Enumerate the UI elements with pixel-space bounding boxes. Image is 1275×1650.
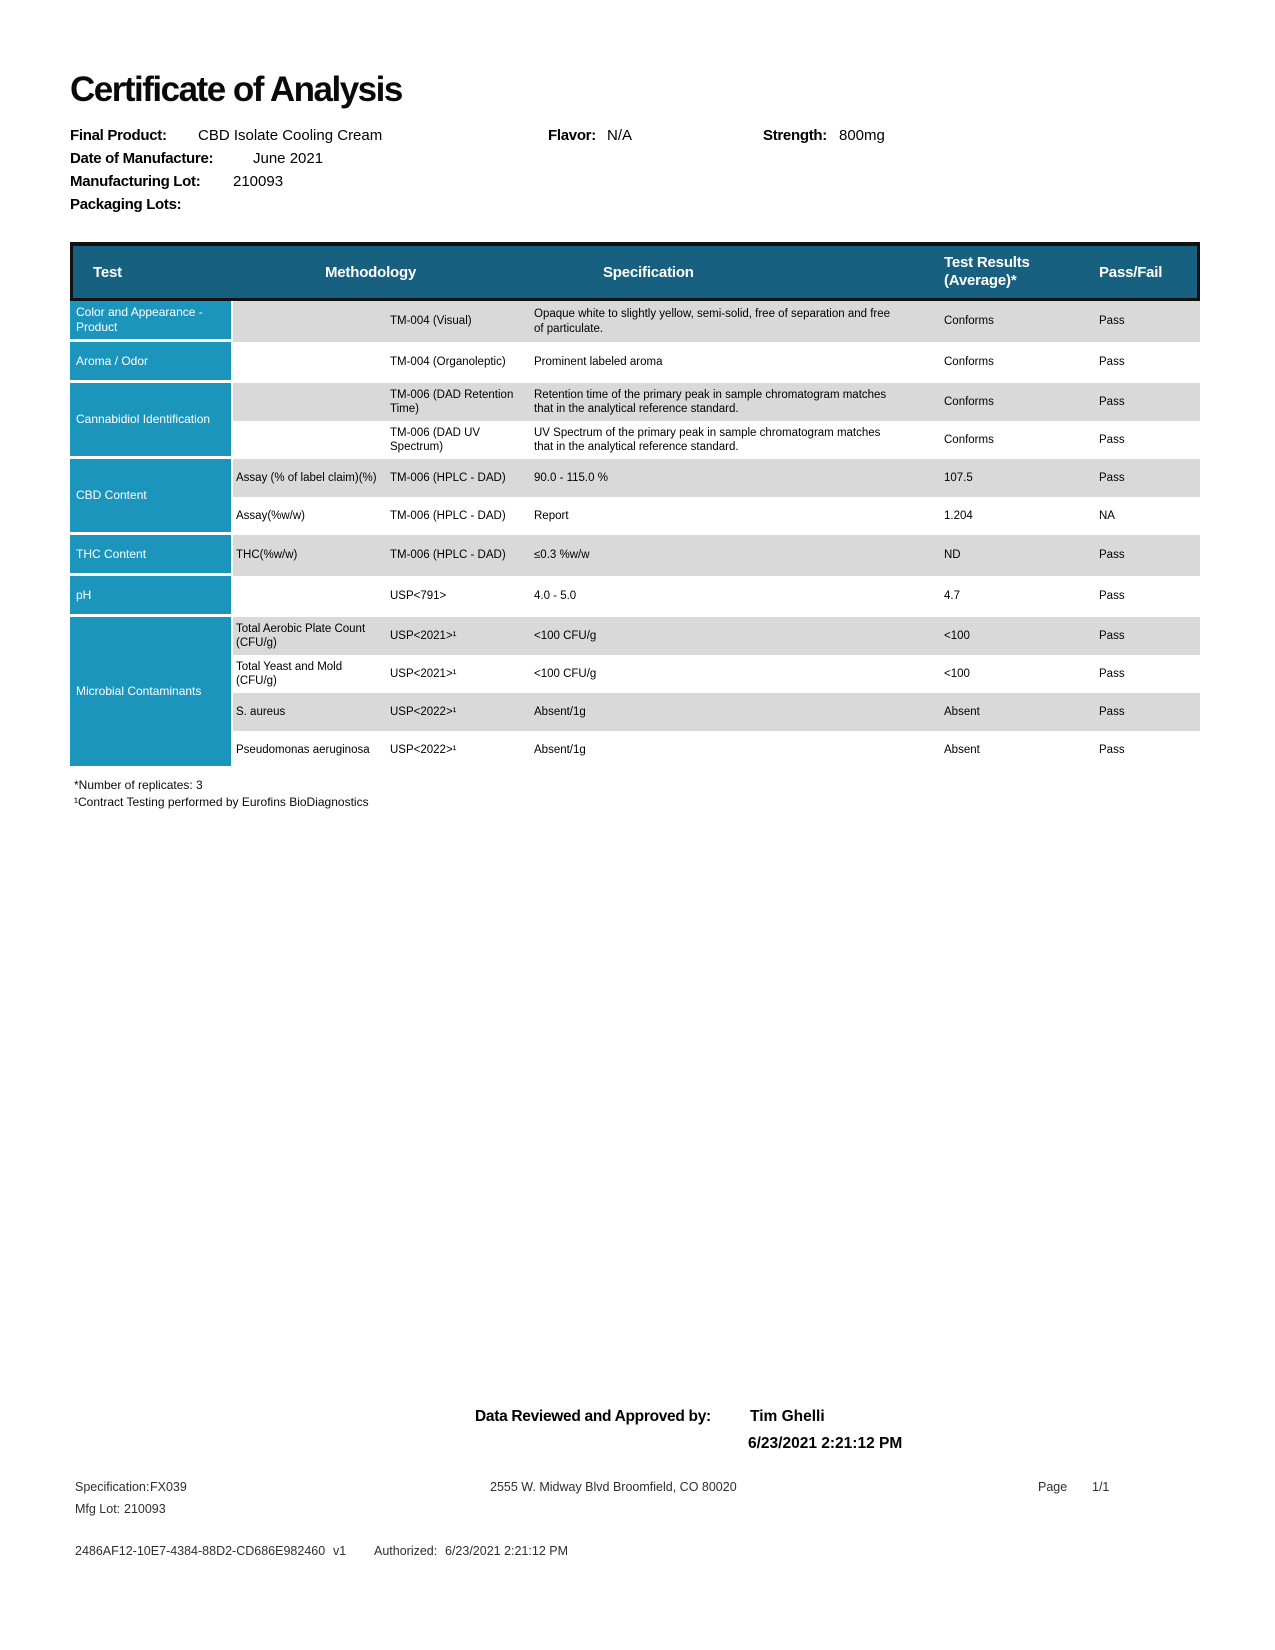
methodology-cell: TM-004 (Organoleptic) — [388, 342, 530, 383]
subtest-cell: S. aureus — [233, 693, 388, 731]
footer-mfg-lot-value: 210093 — [124, 1502, 166, 1516]
footer-specification-value: FX039 — [150, 1480, 187, 1494]
subtest-cell: THC(%w/w) — [233, 535, 388, 576]
result-cell: Conforms — [930, 301, 1085, 342]
date-of-manufacture-value: June 2021 — [253, 150, 324, 167]
footnote-replicates: *Number of replicates: 3 — [74, 778, 203, 792]
test-group-cell: CBD Content — [70, 459, 233, 535]
column-header-methodology: Methodology — [233, 242, 530, 301]
result-cell: <100 — [930, 617, 1085, 655]
passfail-cell: Pass — [1085, 342, 1200, 383]
methodology-cell: USP<2022>¹ — [388, 731, 530, 769]
meta-row-date — [70, 147, 1275, 170]
table-row — [70, 301, 1200, 342]
strength-label: Strength: — [763, 127, 827, 144]
test-group-cell: Cannabidiol Identification — [70, 383, 233, 459]
column-header-test: Test — [70, 242, 233, 301]
footnote-contract-testing: ¹Contract Testing performed by Eurofins BioDiagnostics — [74, 795, 369, 809]
packaging-lots-label: Packaging Lots: — [70, 196, 182, 213]
specification-cell: Opaque white to slightly yellow, semi-solid, free of separation and free of particulate. — [530, 301, 930, 342]
result-cell: 107.5 — [930, 459, 1085, 497]
passfail-cell: Pass — [1085, 421, 1200, 459]
footer-version: v1 — [333, 1544, 347, 1558]
passfail-cell: Pass — [1085, 693, 1200, 731]
footer-address: 2555 W. Midway Blvd Broomfield, CO 80020 — [490, 1480, 737, 1494]
results-table — [70, 242, 1200, 769]
column-header-specification: Specification — [530, 242, 930, 301]
footer-page-label: Page — [1038, 1480, 1068, 1494]
table-row — [70, 693, 1200, 731]
meta-row-lot — [70, 170, 1275, 193]
final-product-label: Final Product: — [70, 127, 167, 144]
final-product-value: CBD Isolate Cooling Cream — [198, 127, 383, 144]
meta-row-product — [70, 124, 1275, 147]
passfail-cell: Pass — [1085, 576, 1200, 617]
approval-datetime: 6/23/2021 2:21:12 PM — [748, 1435, 903, 1452]
subtest-cell: Total Yeast and Mold (CFU/g) — [233, 655, 388, 693]
subtest-cell: Pseudomonas aeruginosa — [233, 731, 388, 769]
test-group-cell: Aroma / Odor — [70, 342, 233, 383]
meta-row-packaging — [70, 193, 1275, 216]
date-of-manufacture-label: Date of Manufacture: — [70, 150, 214, 167]
methodology-cell: TM-006 (HPLC - DAD) — [388, 497, 530, 535]
table-footnotes — [74, 777, 1275, 811]
methodology-cell: USP<2021>¹ — [388, 655, 530, 693]
passfail-cell: Pass — [1085, 301, 1200, 342]
subtest-cell — [233, 342, 388, 383]
methodology-cell: TM-006 (HPLC - DAD) — [388, 459, 530, 497]
table-row — [70, 655, 1200, 693]
footer-document-id: 2486AF12-10E7-4384-88D2-CD686E982460 — [75, 1544, 326, 1558]
footer-authorized-label: Authorized: — [374, 1544, 438, 1558]
passfail-cell: NA — [1085, 497, 1200, 535]
result-cell: Absent — [930, 693, 1085, 731]
passfail-cell: Pass — [1085, 731, 1200, 769]
test-group-cell: Color and Appearance - Product — [70, 301, 233, 342]
footer-authorized-datetime: 6/23/2021 2:21:12 PM — [445, 1544, 569, 1558]
column-header-pass-fail: Pass/Fail — [1085, 242, 1200, 301]
table-row — [70, 342, 1200, 383]
result-cell: ND — [930, 535, 1085, 576]
passfail-cell: Pass — [1085, 617, 1200, 655]
methodology-cell: TM-006 (DAD Retention Time) — [388, 383, 530, 421]
result-cell: Conforms — [930, 421, 1085, 459]
test-group-cell: pH — [70, 576, 233, 617]
result-cell: Conforms — [930, 383, 1085, 421]
specification-cell: Retention time of the primary peak in sample chromatogram matches that in the analytical reference standard. — [530, 383, 930, 421]
table-row — [70, 459, 1200, 497]
passfail-cell: Pass — [1085, 535, 1200, 576]
approver-name: Tim Ghelli — [750, 1408, 825, 1425]
specification-cell: Absent/1g — [530, 731, 930, 769]
column-header-test-results: Test Results (Average)* — [930, 242, 1085, 301]
subtest-cell — [233, 421, 388, 459]
table-row — [70, 497, 1200, 535]
result-cell: Absent — [930, 731, 1085, 769]
specification-cell: <100 CFU/g — [530, 655, 930, 693]
specification-cell: Absent/1g — [530, 693, 930, 731]
page-title: Certificate of Analysis — [70, 70, 402, 109]
passfail-cell: Pass — [1085, 655, 1200, 693]
footer-page-number: 1/1 — [1092, 1480, 1110, 1494]
table-row — [70, 576, 1200, 617]
methodology-cell: USP<791> — [388, 576, 530, 617]
table-row — [70, 731, 1200, 769]
approval-label: Data Reviewed and Approved by: — [475, 1408, 711, 1425]
subtest-cell: Total Aerobic Plate Count (CFU/g) — [233, 617, 388, 655]
specification-cell: <100 CFU/g — [530, 617, 930, 655]
methodology-cell: USP<2021>¹ — [388, 617, 530, 655]
passfail-cell: Pass — [1085, 459, 1200, 497]
table-row — [70, 617, 1200, 655]
methodology-cell: USP<2022>¹ — [388, 693, 530, 731]
result-cell: 4.7 — [930, 576, 1085, 617]
test-group-cell: THC Content — [70, 535, 233, 576]
strength-value: 800mg — [839, 127, 885, 144]
specification-cell: ≤0.3 %w/w — [530, 535, 930, 576]
specification-cell: Report — [530, 497, 930, 535]
table-row — [70, 421, 1200, 459]
result-cell: <100 — [930, 655, 1085, 693]
footer-mfg-lot-label: Mfg Lot: — [75, 1502, 121, 1516]
flavor-label: Flavor: — [548, 127, 596, 144]
specification-cell: 4.0 - 5.0 — [530, 576, 930, 617]
methodology-cell: TM-004 (Visual) — [388, 301, 530, 342]
specification-cell: 90.0 - 115.0 % — [530, 459, 930, 497]
subtest-cell — [233, 301, 388, 342]
methodology-cell: TM-006 (HPLC - DAD) — [388, 535, 530, 576]
passfail-cell: Pass — [1085, 383, 1200, 421]
methodology-cell: TM-006 (DAD UV Spectrum) — [388, 421, 530, 459]
manufacturing-lot-label: Manufacturing Lot: — [70, 173, 201, 190]
result-cell: 1.204 — [930, 497, 1085, 535]
results-table-header — [70, 242, 1200, 301]
specification-cell: UV Spectrum of the primary peak in sample chromatogram matches that in the analytical reference standard. — [530, 421, 930, 459]
footer-specification-label: Specification: — [75, 1480, 150, 1494]
manufacturing-lot-value: 210093 — [233, 173, 284, 190]
result-cell: Conforms — [930, 342, 1085, 383]
table-row — [70, 535, 1200, 576]
specification-cell: Prominent labeled aroma — [530, 342, 930, 383]
test-group-cell: Microbial Contaminants — [70, 617, 233, 769]
table-row — [70, 383, 1200, 421]
flavor-value: N/A — [607, 127, 633, 144]
product-meta — [70, 124, 1275, 216]
subtest-cell — [233, 576, 388, 617]
subtest-cell: Assay (% of label claim)(%) — [233, 459, 388, 497]
results-table-body — [70, 301, 1200, 769]
subtest-cell: Assay(%w/w) — [233, 497, 388, 535]
subtest-cell — [233, 383, 388, 421]
